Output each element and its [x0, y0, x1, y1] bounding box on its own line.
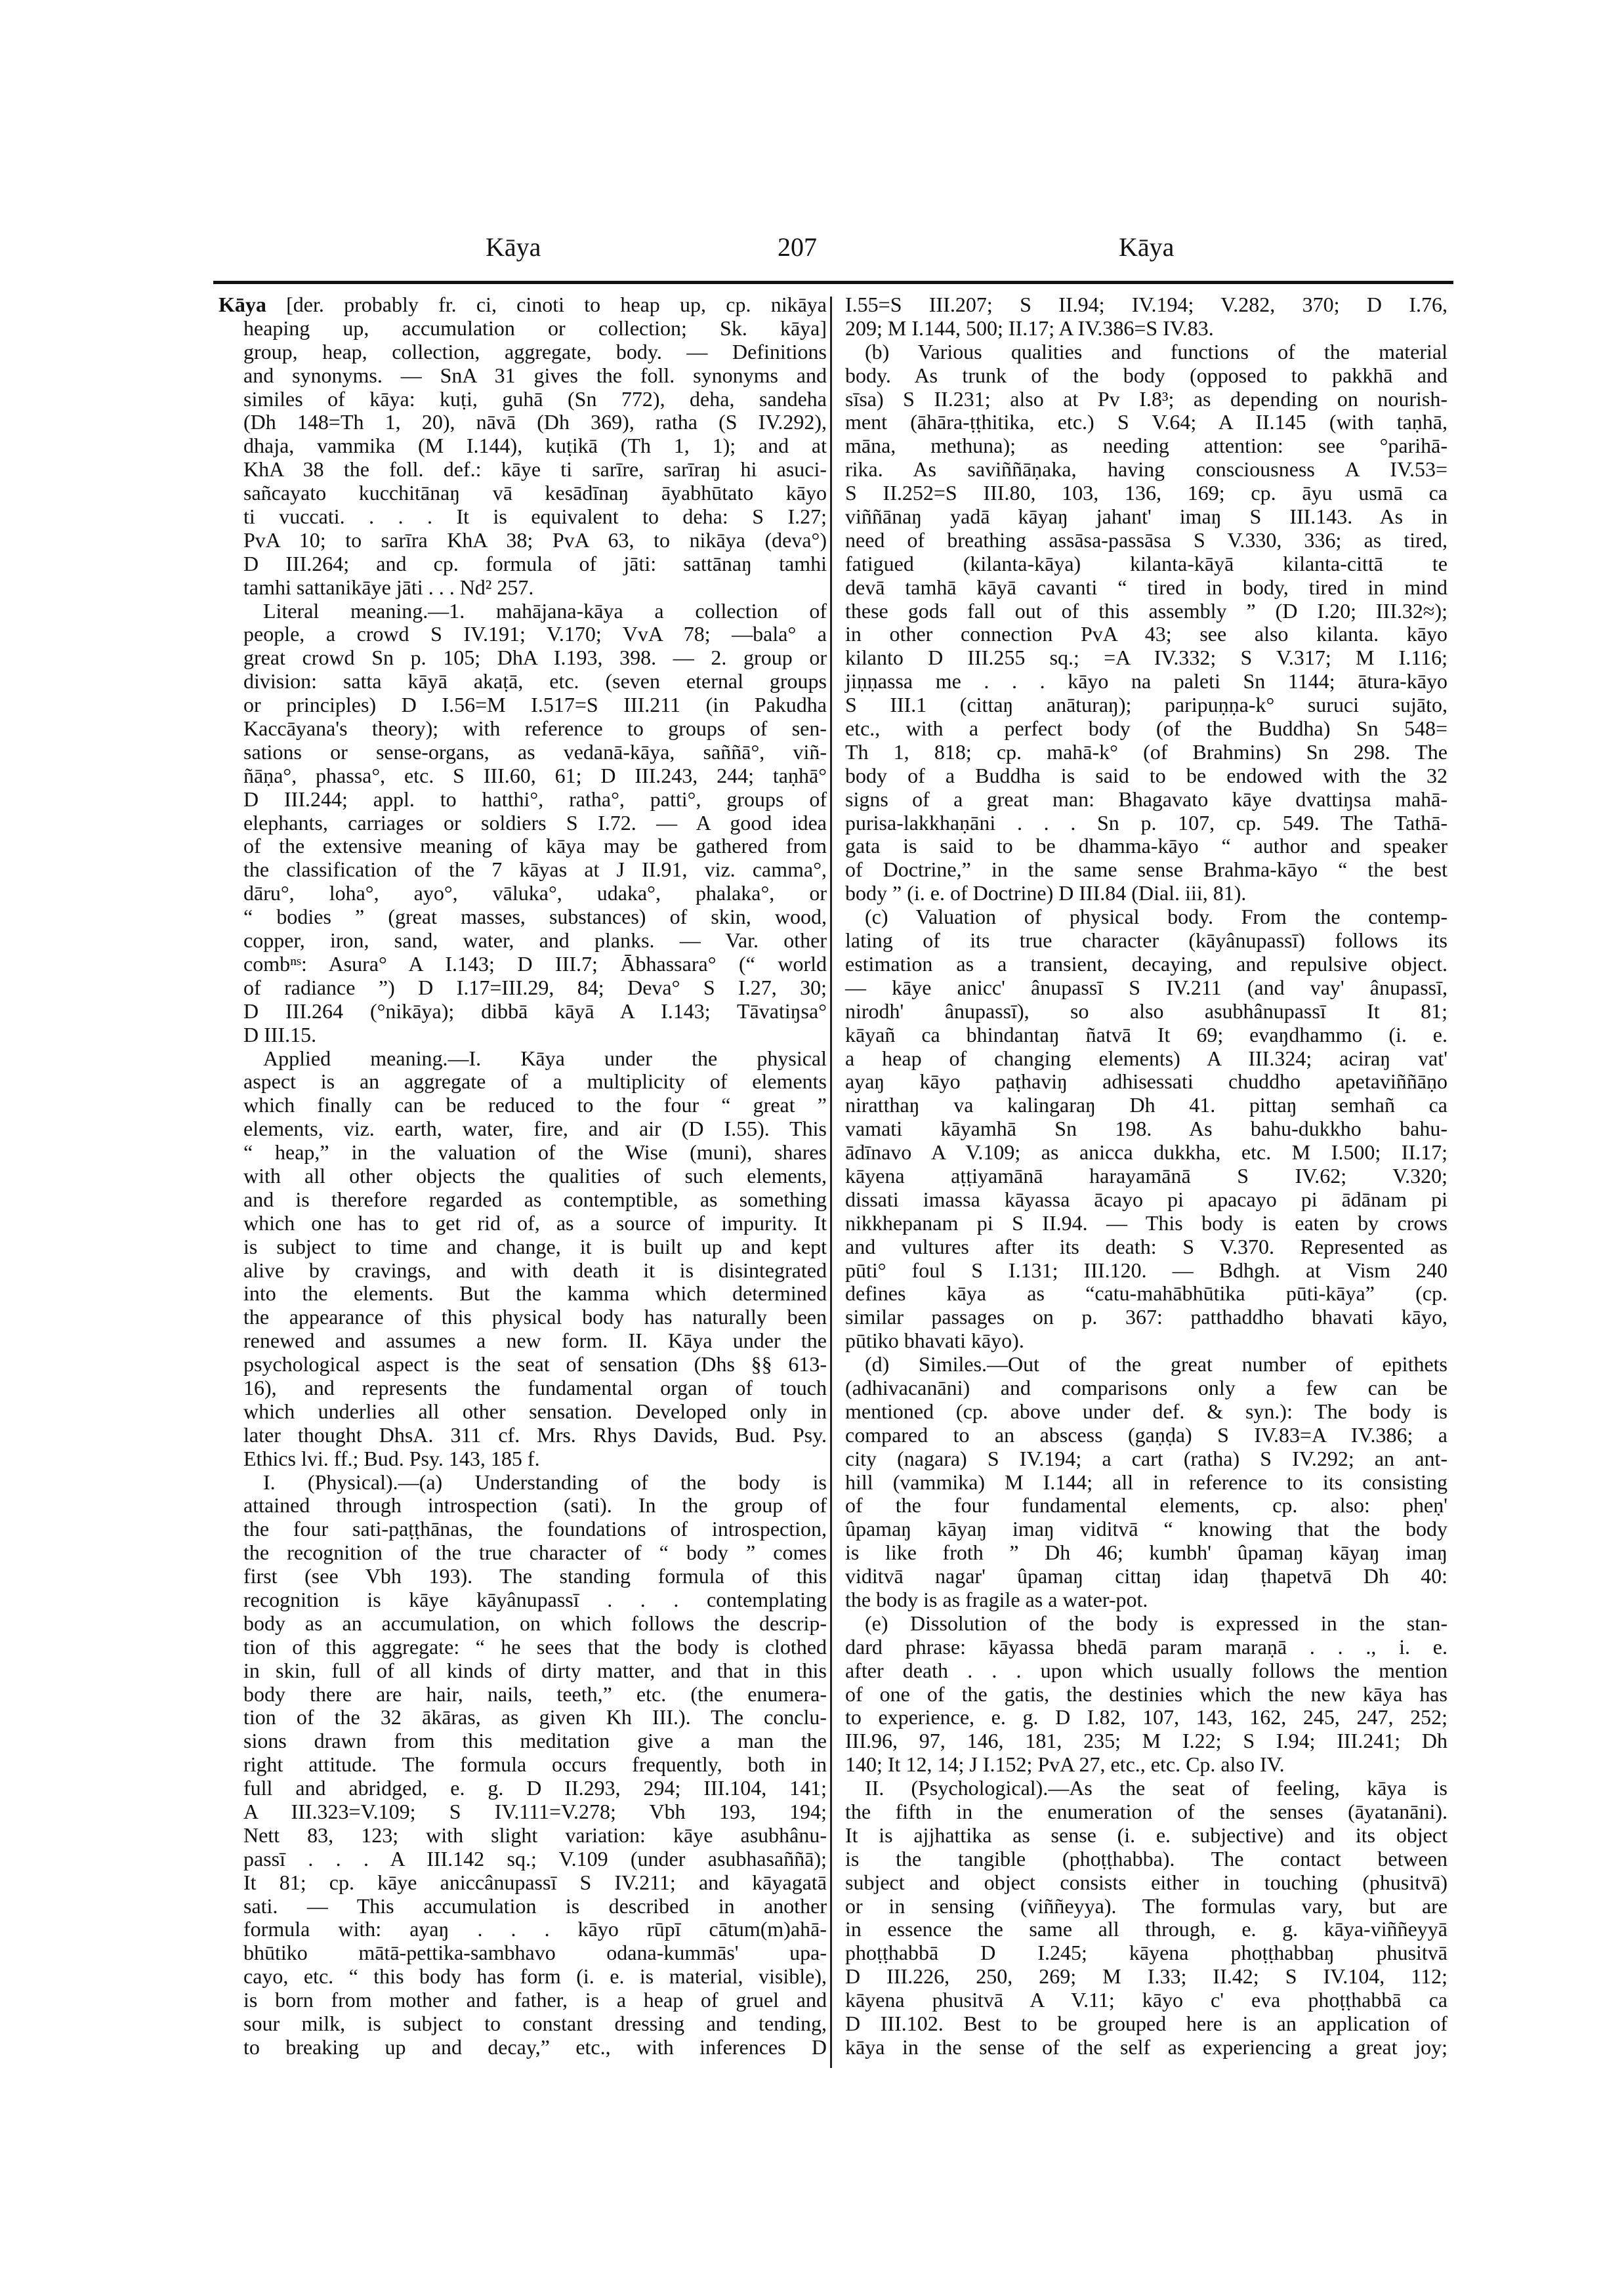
text-line: I.55=S III.207; S II.94; IV.194; V.282, 370; D I.76,	[845, 293, 1447, 316]
text-line: with all other objects the qualities of such elements,	[243, 1163, 827, 1188]
text-line: formula with: ayaŋ . . . kāyo rūpī cātum(m)ahā-	[243, 1917, 827, 1941]
text-line: recognition is kāye kāyânupassī . . . contemplating	[243, 1587, 827, 1611]
paragraph	[845, 293, 1447, 341]
text-line: pūtiko bhavati kāyo).	[845, 1329, 1024, 1353]
text-line: viññānaŋ yadā kāyaŋ jahant' imaŋ S III.143. As in	[845, 505, 1447, 529]
text-line: cayo, etc. “ this body has form (i. e. is material, visible),	[243, 1964, 827, 1989]
paragraph	[243, 1471, 827, 2059]
text-line: is born from mother and father, is a heap of gruel and	[243, 1988, 827, 2012]
text-line: Ethics lvi. ff.; Bud. Psy. 143, 185 f.	[243, 1446, 540, 1470]
text-line: sations or sense-organs, as vedanā-kāya, saññā°, viñ-	[243, 739, 827, 764]
text-line: D III.244; appl. to hatthi°, ratha°, patti°, groups of	[243, 787, 827, 811]
text-line: dhaja, vammika (M I.144), kuṭikā (Th 1, 1); and at	[243, 434, 827, 458]
text-line: the body is as fragile as a water-pot.	[845, 1587, 1148, 1611]
text-line: division: satta kāyā akaṭā, etc. (seven eternal groups	[243, 669, 827, 693]
text-line: and vultures after its death: S V.370. Represented as	[845, 1234, 1447, 1258]
text-line: Nett 83, 123; with slight variation: kāye asubhânu-	[243, 1823, 827, 1847]
text-line: sīsa) S II.231; also at Pv I.8³; as depending on nourish-	[845, 386, 1447, 411]
text-line: of the extensive meaning of kāya may be gathered from	[243, 834, 827, 858]
text-line: body as an accumulation, on which follows the descrip-	[243, 1611, 827, 1635]
text-line: first (see Vbh 193). The standing formula of this	[243, 1564, 827, 1588]
text-line: these gods fall out of this assembly ” (D I.20; III.32≈);	[845, 598, 1447, 623]
text-line: full and abridged, e. g. D II.293, 294; III.104, 141;	[243, 1776, 827, 1800]
text-line: KhA 38 the foll. def.: kāye ti sarīre, sarīraŋ hi asuci-	[243, 457, 827, 482]
text-line: body there are hair, nails, teeth,” etc. (the enumera-	[243, 1682, 827, 1706]
text-line: pūti° foul S I.131; III.120. — Bdhgh. at Vism 240	[845, 1258, 1447, 1282]
text-line: great crowd Sn p. 105; DhA I.193, 398. — 2. group or	[243, 646, 827, 670]
text-line: elephants, carriages or soldiers S I.72. — A good idea	[243, 810, 827, 835]
text-line: I. (Physical).—(a) Understanding of the body is	[263, 1470, 827, 1494]
text-line: the four sati-paṭṭhānas, the foundations of introspection,	[243, 1517, 827, 1541]
text-line: vamati kāyamhā Sn 198. As bahu-dukkho bahu-	[845, 1117, 1447, 1141]
text-line: is subject to time and change, it is built up and kept	[243, 1234, 827, 1258]
right-column	[845, 293, 1447, 2059]
running-head-left: Kāya	[486, 232, 541, 262]
text-line: III.96, 97, 146, 181, 235; M I.22; S I.94; III.241; Dh	[845, 1729, 1447, 1753]
text-line: — kāye anicc' ânupassī S IV.211 (and vay' ânupassī,	[845, 975, 1447, 999]
text-line: kilanto D III.255 sq.; =A IV.332; S V.317; M I.116;	[845, 646, 1447, 670]
text-line: city (nagara) S IV.194; a cart (ratha) S IV.292; an ant-	[845, 1446, 1447, 1470]
text-line: māna, methuna); as needing attention: see °parihā-	[845, 434, 1447, 458]
text-line: to breaking up and decay,” etc., with inferences D	[243, 2035, 827, 2059]
text-line: the recognition of the true character of “ body ” comes	[243, 1540, 827, 1565]
text-line: D III.226, 250, 269; M I.33; II.42; S IV.104, 112;	[845, 1964, 1447, 1989]
text-line: of Doctrine,” in the same sense Brahma-kāyo “ the best	[845, 858, 1447, 882]
text-line: passī . . . A III.142 sq.; V.109 (under asubhasaññā);	[243, 1846, 827, 1871]
column-divider	[830, 297, 832, 2068]
text-line: (d) Similes.—Out of the great number of epithets	[865, 1352, 1447, 1376]
paragraph	[845, 1777, 1447, 2059]
text-line: devā tamhā kāyā cavanti “ tired in body, tired in mind	[845, 575, 1447, 599]
header-rule	[213, 281, 1453, 284]
text-line: D III.264; and cp. formula of jāti: sattānaŋ tamhi	[243, 551, 827, 575]
text-line: (c) Valuation of physical body. From the contemp-	[865, 905, 1447, 929]
text-line: kāyena aṭṭiyamānā harayamānā S IV.62; V.320;	[845, 1163, 1447, 1188]
text-line: need of breathing assāsa-passāsa S V.330, 336; as tired,	[845, 527, 1447, 552]
paragraph	[243, 1047, 827, 1471]
text-line: dāru°, loha°, ayo°, vāluka°, udaka°, phalaka°, or	[243, 881, 827, 905]
text-line: ñāṇa°, phassa°, etc. S III.60, 61; D III.243, 244; taṇhā°	[243, 763, 827, 787]
text-line: tamhi sattanikāye jāti . . . Nd² 257.	[243, 575, 534, 599]
text-line: subject and object consists either in touching (phusitvā)	[845, 1870, 1447, 1894]
text-line: dard phrase: kāyassa bhedā param maraṇā . . ., i. e.	[845, 1634, 1447, 1659]
text-line: Applied meaning.—I. Kāya under the physical	[263, 1046, 827, 1070]
text-line: D III.264 (°nikāya); dibbā kāyā A I.143; Tāvatiŋsa°	[243, 999, 827, 1023]
text-line: and is therefore regarded as contemptible, as something	[243, 1187, 827, 1211]
paragraph	[243, 600, 827, 1047]
text-line: alive by cravings, and with death it is disintegrated	[243, 1258, 827, 1282]
paragraph	[845, 341, 1447, 905]
text-line: niratthaŋ va kalingaraŋ Dh 41. pittaŋ semhañ ca	[845, 1093, 1447, 1117]
text-line: ti vuccati. . . . It is equivalent to deha: S I.27;	[243, 505, 827, 529]
text-line: nirodh' ânupassī), so also asubhânupassī It 81;	[845, 999, 1447, 1023]
text-line: Kaccāyana's theory); with reference to groups of sen-	[243, 716, 827, 741]
text-line: aspect is an aggregate of a multiplicity of elements	[243, 1069, 827, 1094]
paragraph	[845, 905, 1447, 1353]
text-line: jiṇṇassa me . . . kāyo na paleti Sn 1144; ātura-kāyo	[845, 669, 1447, 693]
text-line: renewed and assumes a new form. II. Kāya under the	[243, 1329, 827, 1353]
text-line: combⁿˢ: Asura° A I.143; D III.7; Ābhassara° (“ world	[243, 951, 827, 976]
text-line: kāyañ ca bhindantaŋ ñatvā It 69; evaŋdhammo (i. e.	[845, 1022, 1447, 1046]
text-line: sions drawn from this meditation give a man the	[243, 1729, 827, 1753]
text-line: Th 1, 818; cp. mahā-k° (of Brahmins) Sn 298. The	[845, 739, 1447, 764]
text-line: the fifth in the enumeration of the senses (āyatanāni).	[845, 1800, 1447, 1823]
text-line: phoṭṭhabbā D I.245; kāyena phoṭṭhabbaŋ phusitvā	[845, 1941, 1447, 1965]
text-line: signs of a great man: Bhagavato kāye dvattiŋsa mahā-	[845, 787, 1447, 811]
left-column	[219, 293, 827, 2059]
text-line: body of a Buddha is said to be endowed with the 32	[845, 763, 1447, 787]
text-line: bhūtiko mātā-pettika-sambhavo odana-kummās' upa-	[243, 1941, 827, 1965]
text-line: kāya in the sense of the self as experiencing a great joy;	[845, 2035, 1447, 2059]
text-line: Literal meaning.—1. mahājana-kāya a collection of	[263, 598, 827, 623]
text-line: group, heap, collection, aggregate, body. — Definitions	[243, 339, 827, 363]
text-line: S III.1 (cittaŋ anāturaŋ); paripuṇṇa-k° suruci sujāto,	[845, 693, 1447, 717]
text-line: (Dh 148=Th 1, 20), nāvā (Dh 369), ratha (S IV.292),	[243, 410, 827, 434]
text-line: similes of kāya: kuṭi, guhā (Sn 772), deha, sandeha	[243, 386, 827, 411]
text-line: tion of this aggregate: “ he sees that the body is clothed	[243, 1634, 827, 1659]
headword: Kāya	[219, 293, 266, 316]
text-line: It is ajjhattika as sense (i. e. subjective) and its object	[845, 1823, 1447, 1847]
text-line: “ bodies ” (great masses, substances) of skin, wood,	[243, 905, 827, 929]
text-line: S II.252=S III.80, 103, 136, 169; cp. āyu usmā ca	[845, 481, 1447, 505]
text-line: the appearance of this physical body has naturally been	[243, 1305, 827, 1329]
text-line: body. As trunk of the body (opposed to pakkhā and	[845, 363, 1447, 387]
text-line: defines kāya as “catu-mahābhūtika pūti-kāya” (cp.	[845, 1281, 1447, 1306]
text-line: into the elements. But the kamma which determined	[243, 1281, 827, 1306]
text-line: in other connection PvA 43; see also kilanta. kāyo	[845, 622, 1447, 646]
text-line: heaping up, accumulation or collection; Sk. kāya]	[243, 316, 827, 340]
text-line: which one has to get rid of, as a source of impurity. It	[243, 1210, 827, 1235]
paragraph	[219, 293, 827, 600]
text-line: compared to an abscess (gaṇḍa) S IV.83=A IV.386; a	[845, 1422, 1447, 1447]
text-line: or principles) D I.56=M I.517=S III.211 (in Pakudha	[243, 693, 827, 717]
text-line: gata is said to be dhamma-kāyo “ author and speaker	[845, 834, 1447, 858]
text-line: lating of its true character (kāyânupassī) follows its	[845, 928, 1447, 953]
text-line: in essence the same all through, e. g. kāya-viññeyyā	[845, 1917, 1447, 1941]
text-line: rika. As saviññāṇaka, having consciousness A IV.53=	[845, 457, 1447, 482]
text-line: 209; M I.144, 500; II.17; A IV.386=S IV.83.	[845, 316, 1214, 340]
headword-etymology: [der. probably fr. ci, cinoti to heap up, cp. nikāya	[266, 293, 827, 316]
text-line	[219, 293, 827, 317]
text-line: (e) Dissolution of the body is expressed in the stan-	[865, 1611, 1447, 1635]
text-line: after death . . . upon which usually follows the mention	[845, 1658, 1447, 1682]
text-line: of radiance ”) D I.17=III.29, 84; Deva° S I.27, 30;	[243, 975, 827, 999]
text-line: (adhivacanāni) and comparisons only a few can be	[845, 1375, 1447, 1399]
text-line: II. (Psychological).—As the seat of feeling, kāya is	[865, 1776, 1447, 1800]
text-line: kāyena phusitvā A V.11; kāyo c' eva phoṭṭhabbā ca	[845, 1988, 1447, 2012]
text-line: ādīnavo A V.109; as anicca dukkha, etc. M I.500; II.17;	[845, 1140, 1447, 1165]
text-line: It 81; cp. kāye aniccânupassī S IV.211; and kāyagatā	[243, 1870, 827, 1894]
page-number: 207	[778, 232, 817, 262]
text-line: hill (vammika) M I.144; all in reference to its consisting	[845, 1470, 1447, 1494]
text-line: similar passages on p. 367: patthaddho bhavati kāyo,	[845, 1305, 1447, 1329]
text-line: or in sensing (viññeyya). The formulas vary, but are	[845, 1893, 1447, 1918]
text-line: purisa-lakkhaṇāni . . . Sn p. 107, cp. 549. The Tathā-	[845, 810, 1447, 835]
text-line: the classification of the 7 kāyas at J II.91, viz. camma°,	[243, 858, 827, 882]
text-line: psychological aspect is the seat of sensation (Dhs §§ 613-	[243, 1352, 827, 1376]
text-line: etc., with a perfect body (of the Buddha) Sn 548=	[845, 716, 1447, 741]
text-line: a heap of changing elements) A III.324; aciraŋ vat'	[845, 1046, 1447, 1070]
text-line: elements, viz. earth, water, fire, and air (D I.55). This	[243, 1117, 827, 1141]
text-line: is like froth ” Dh 46; kumbh' ûpamaŋ kāyaŋ imaŋ	[845, 1540, 1447, 1565]
text-line: which underlies all other sensation. Developed only in	[243, 1399, 827, 1423]
text-line: D III.15.	[243, 1022, 317, 1046]
text-line: ment (āhāra-ṭṭhitika, etc.) S V.64; A II.145 (with taṇhā,	[845, 410, 1447, 434]
text-line: ûpamaŋ kāyaŋ imaŋ viditvā “ knowing that the body	[845, 1517, 1447, 1541]
text-line: nikkhepanam pi S II.94. — This body is eaten by crows	[845, 1210, 1447, 1235]
paragraph	[845, 1612, 1447, 1777]
text-line: “ heap,” in the valuation of the Wise (muni), shares	[243, 1140, 827, 1165]
text-line: 16), and represents the fundamental organ of touch	[243, 1375, 827, 1399]
text-line: of one of the gatis, the destinies which the new kāya has	[845, 1682, 1447, 1706]
running-head-right: Kāya	[1119, 232, 1175, 262]
text-line: attained through introspection (sati). In the group of	[243, 1493, 827, 1518]
paragraph	[845, 1353, 1447, 1612]
text-line: (b) Various qualities and functions of the material	[865, 339, 1447, 363]
text-line: in skin, full of all kinds of dirty matter, and that in this	[243, 1658, 827, 1682]
text-line: estimation as a transient, decaying, and repulsive object.	[845, 951, 1447, 976]
text-line: A III.323=V.109; S IV.111=V.278; Vbh 193, 194;	[243, 1800, 827, 1823]
text-line: right attitude. The formula occurs frequently, both in	[243, 1752, 827, 1777]
text-line: mentioned (cp. above under def. & syn.): The body is	[845, 1399, 1447, 1423]
text-line: PvA 10; to sarīra KhA 38; PvA 63, to nikāya (deva°)	[243, 527, 827, 552]
text-line: sati. — This accumulation is described in another	[243, 1893, 827, 1918]
text-line: viditvā nagar' ûpamaŋ cittaŋ idaŋ ṭhapetvā Dh 40:	[845, 1564, 1447, 1588]
text-line: body ” (i. e. of Doctrine) D III.84 (Dial. iii, 81).	[845, 881, 1247, 905]
text-line: people, a crowd S IV.191; V.170; VvA 78; —bala° a	[243, 622, 827, 646]
text-line: 140; It 12, 14; J I.152; PvA 27, etc., etc. Cp. also IV.	[845, 1752, 1285, 1777]
text-line: sour milk, is subject to constant dressing and tending,	[243, 2012, 827, 2036]
text-line: is the tangible (phoṭṭhabba). The contact between	[845, 1846, 1447, 1871]
text-line: sañcayato kucchitānaŋ vā kesādīnaŋ āyabhūtato kāyo	[243, 481, 827, 505]
text-line: of the four fundamental elements, cp. also: pheṇ'	[845, 1493, 1447, 1518]
text-line: which finally can be reduced to the four “ great ”	[243, 1093, 827, 1117]
text-line: to experience, e. g. D I.82, 107, 143, 162, 245, 247, 252;	[845, 1705, 1447, 1729]
text-line: tion of the 32 ākāras, as given Kh III.). The conclu-	[243, 1705, 827, 1729]
text-line: dissati imassa kāyassa ācayo pi apacayo pi ādānam pi	[845, 1187, 1447, 1211]
text-line: later thought DhsA. 311 cf. Mrs. Rhys Davids, Bud. Psy.	[243, 1422, 827, 1447]
text-line: ayaŋ kāyo paṭhaviŋ adhisessati chuddho apetaviññāṇo	[845, 1069, 1447, 1094]
text-line: and synonyms. — SnA 31 gives the foll. synonyms and	[243, 363, 827, 387]
text-line: D III.102. Best to be grouped here is an application of	[845, 2012, 1447, 2036]
text-line: fatigued (kilanta-kāya) kilanta-kāyā kilanta-cittā te	[845, 551, 1447, 575]
text-line: copper, iron, sand, water, and planks. — Var. other	[243, 928, 827, 953]
